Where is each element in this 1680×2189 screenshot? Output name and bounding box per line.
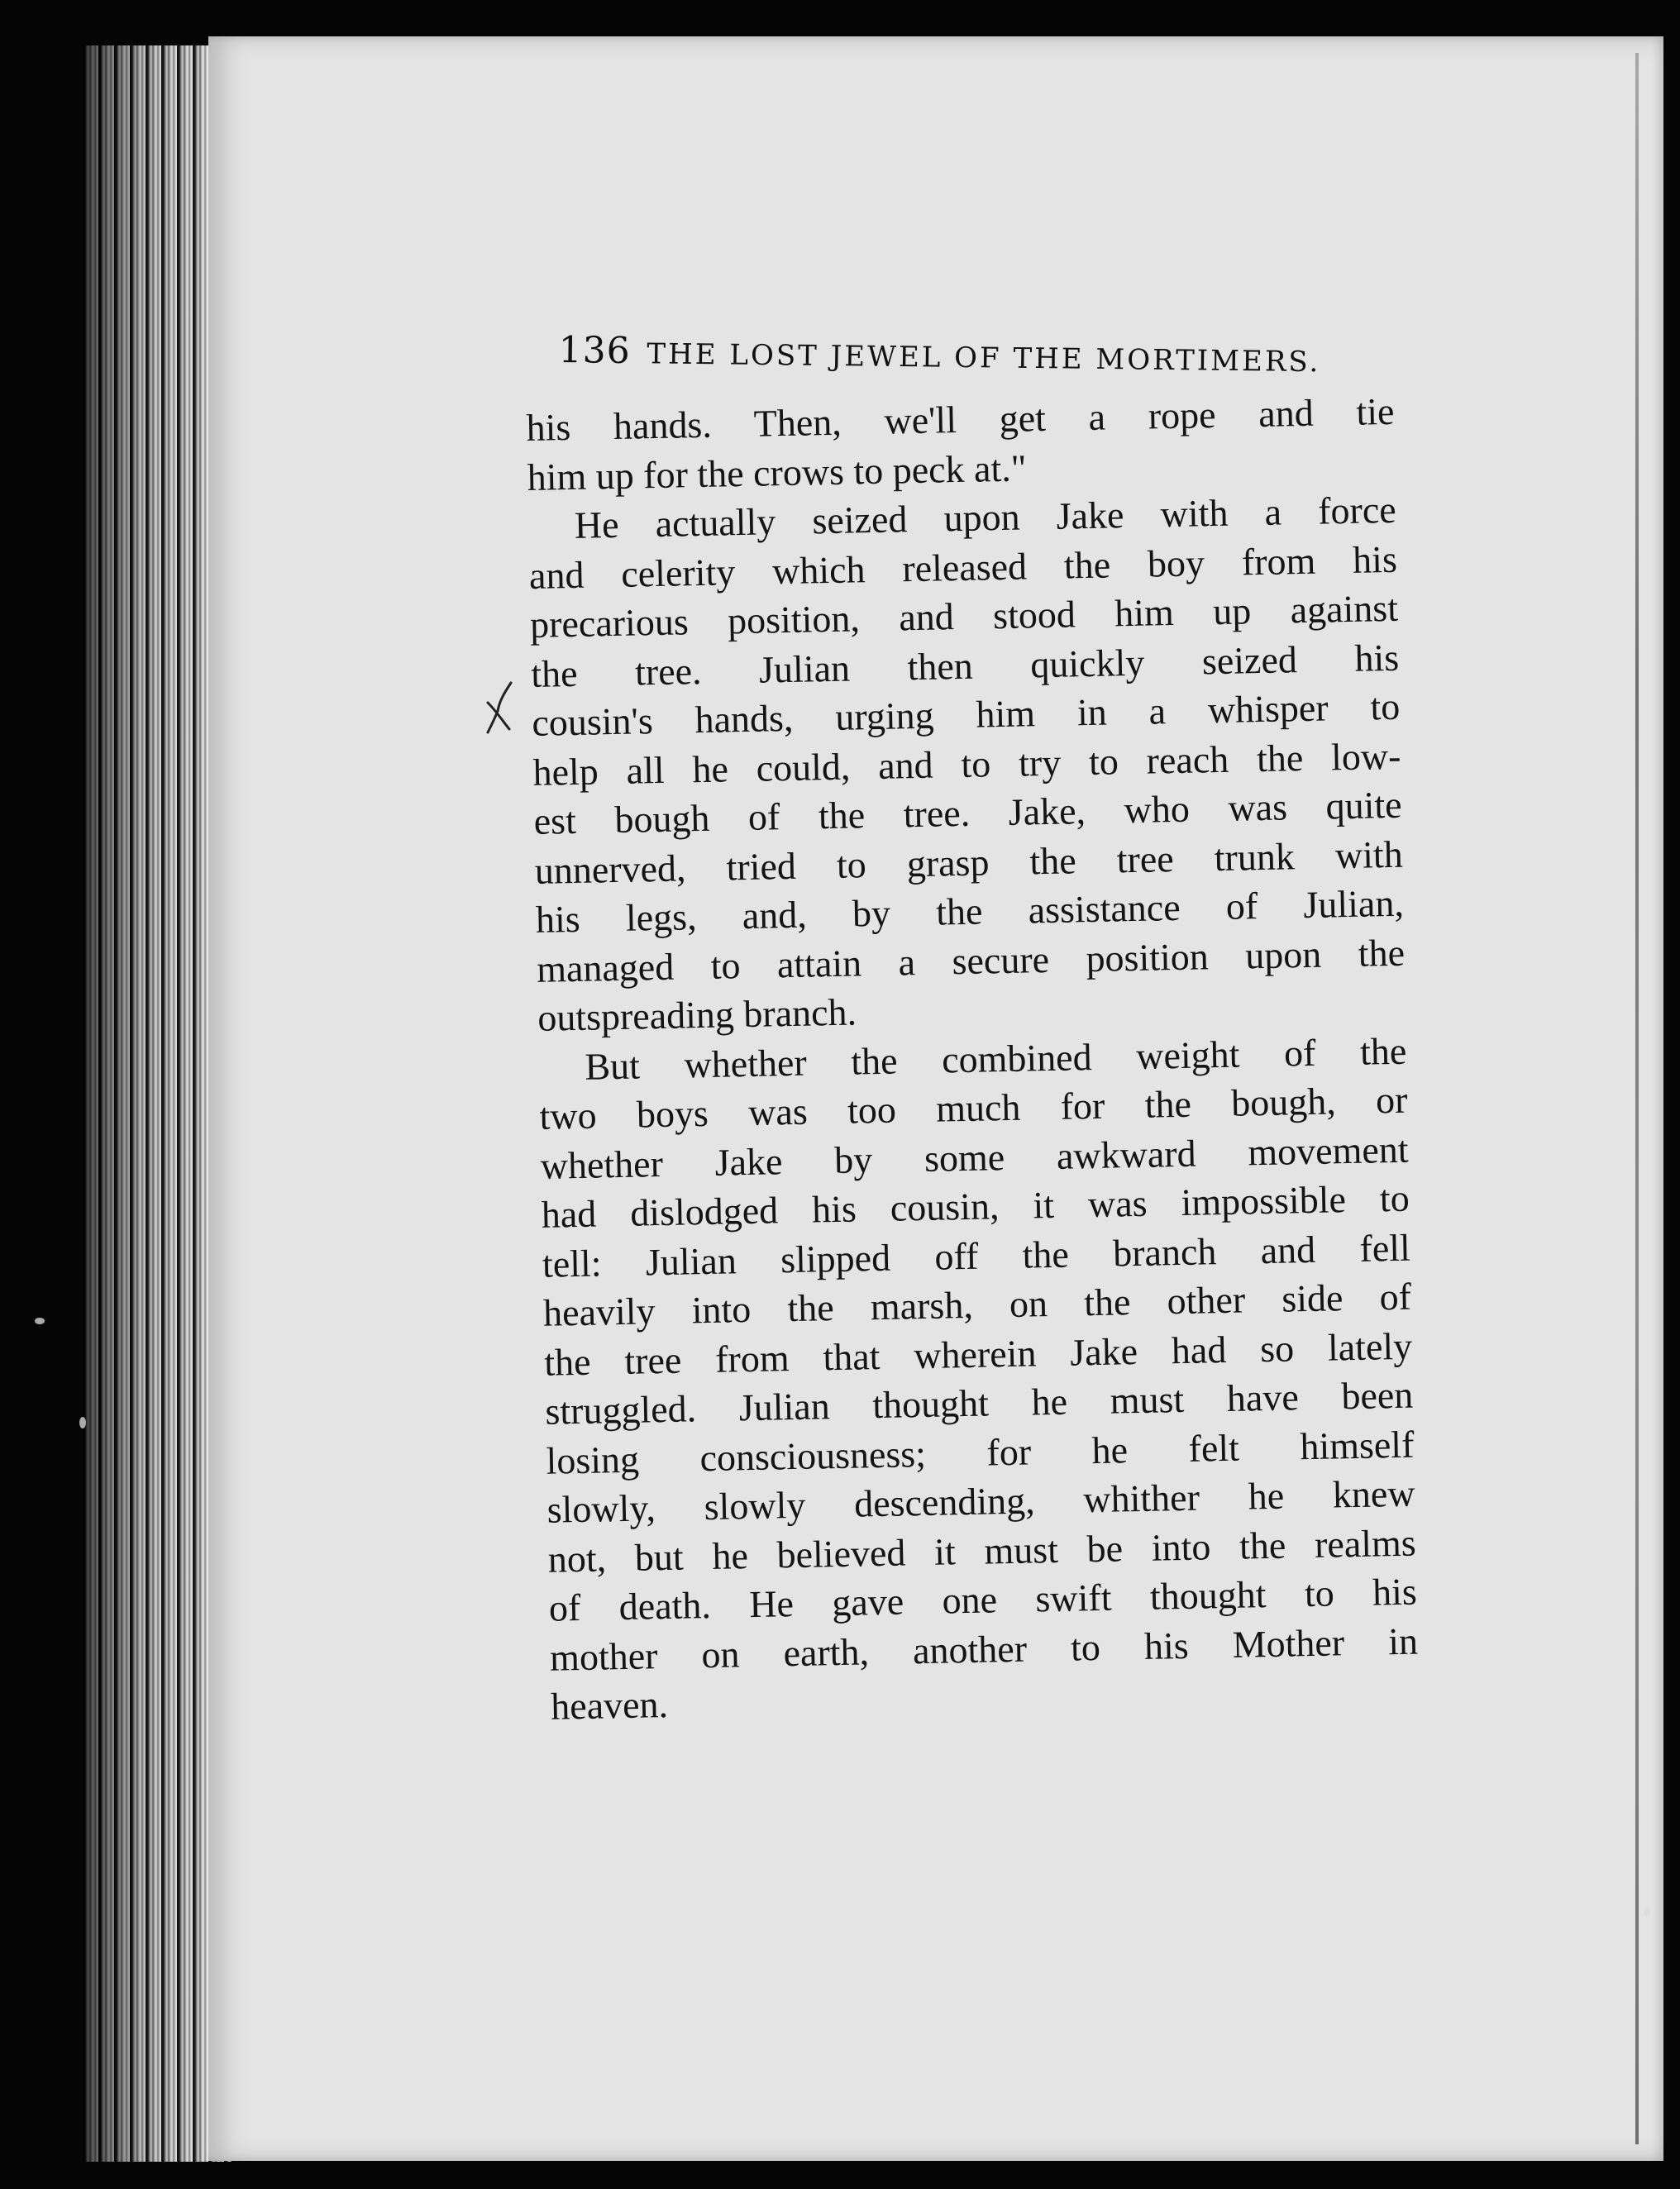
text-line: tell: Julian slipped off the branch and fell [542, 1226, 1411, 1285]
text-line: had dislodged his cousin, it was impossible to [541, 1176, 1410, 1236]
text-line: the tree from that wherein Jake had so lately [543, 1324, 1413, 1384]
page-number: 136 [558, 329, 631, 373]
text-line: two boys was too much for the bough, or [539, 1078, 1408, 1137]
text-line: But whether the combined weight of the [584, 1029, 1407, 1088]
text-line: heaven. [550, 1682, 669, 1728]
scan-speck [1644, 1908, 1650, 1916]
text-line: help all he could, and to try to reach the low- [532, 734, 1401, 794]
text-line: not, but he believed it must be into the realms [547, 1521, 1417, 1581]
running-head-title: THE LOST JEWEL OF THE MORTIMERS. [647, 337, 1321, 379]
text-line: managed to attain a secure position upon the [536, 931, 1406, 990]
text-line: the tree. Julian then quickly seized his [530, 636, 1400, 695]
text-line: losing consciousness; for he felt himself [546, 1423, 1415, 1482]
text-line: his hands. Then, we'll get a rope and tie [526, 389, 1395, 449]
text-line: and celerity which released the boy from his [528, 537, 1398, 597]
text-line: precarious position, and stood him up against [529, 586, 1399, 646]
text-line: his legs, and, by the assistance of Julian, [535, 881, 1405, 941]
text-line: slowly, slowly descending, whither he knew [546, 1471, 1415, 1531]
text-line: heavily into the marsh, on the other side of [542, 1275, 1412, 1334]
text-line: unnerved, tried to grasp the tree trunk with [534, 832, 1404, 892]
text-line: whether Jake by some awkward movement [540, 1128, 1409, 1187]
text-line: him up for the crows to peck at." [527, 446, 1027, 498]
text-line: He actually seized upon Jake with a force [574, 488, 1397, 546]
text-line: mother on earth, another to his Mother in [549, 1619, 1419, 1679]
scan-speck [35, 1318, 45, 1324]
page-right-edge-shadow [1635, 53, 1639, 2144]
text-line: cousin's hands, urging him in a whisper to [531, 684, 1401, 744]
text-line: of death. He gave one swift thought to his [548, 1570, 1418, 1629]
text-line: outspreading branch. [537, 990, 857, 1039]
text-line: struggled. Julian thought he must have been [544, 1373, 1414, 1433]
margin-pencil-mark-icon [480, 678, 529, 744]
body-text [526, 387, 1420, 1731]
scan-speck [79, 1417, 86, 1428]
text-line: est bough of the tree. Jake, who was quite [533, 783, 1403, 842]
